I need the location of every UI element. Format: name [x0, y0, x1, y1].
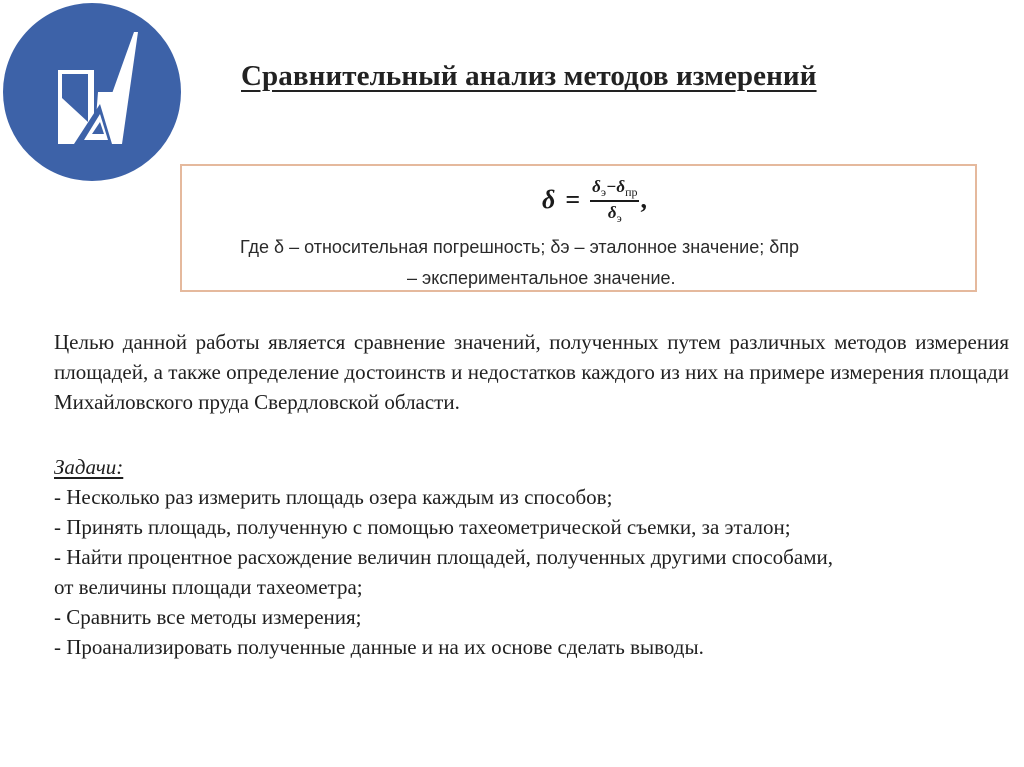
- tasks-heading: Задачи:: [54, 455, 124, 479]
- tasks-list: [54, 452, 1014, 662]
- task-item: - Проанализировать полученные данные и на их основе сделать выводы.: [54, 635, 704, 659]
- formula-numerator: $\delta_э-\delta_{пр}$: [590, 176, 639, 202]
- formula-fraction: [590, 176, 639, 225]
- formula-lhs: δ: [542, 185, 556, 214]
- formula-box: [180, 164, 977, 292]
- task-item: от величины площади тахеометра;: [54, 575, 363, 599]
- formula-comma: ,: [640, 185, 647, 214]
- task-item: - Принять площадь, полученную с помощью тахеометрической съемки, за эталон;: [54, 515, 791, 539]
- formula-denominator: $\delta_э$: [607, 202, 622, 225]
- page-title: Сравнительный анализ методов измерений: [241, 60, 817, 92]
- goal-paragraph: [54, 327, 1009, 417]
- goal-text-main: Целью данной работы является сравнение значений, полученных путем различных методов измерения площадей, а также определение достоинств и недостатков каждого: [54, 330, 1009, 384]
- task-item: - Несколько раз измерить площадь озера каждым из способов;: [54, 485, 613, 509]
- relative-error-formula: [542, 170, 647, 230]
- university-logo-icon: [2, 2, 182, 182]
- goal-text-last: из них на примере измерения площади Михайловского пруда Свердловской области.: [54, 360, 1009, 414]
- task-item: - Сравнить все методы измерения;: [54, 605, 362, 629]
- task-item: - Найти процентное расхождение величин площадей, полученных другими способами,: [54, 545, 833, 569]
- formula-legend-line-1: Где δ – относительная погрешность; δэ – эталонное значение; δпр: [240, 237, 800, 257]
- formula-legend-line-2: – экспериментальное значение.: [407, 268, 676, 288]
- formula-equals: =: [565, 185, 581, 214]
- formula-legend: [240, 232, 975, 294]
